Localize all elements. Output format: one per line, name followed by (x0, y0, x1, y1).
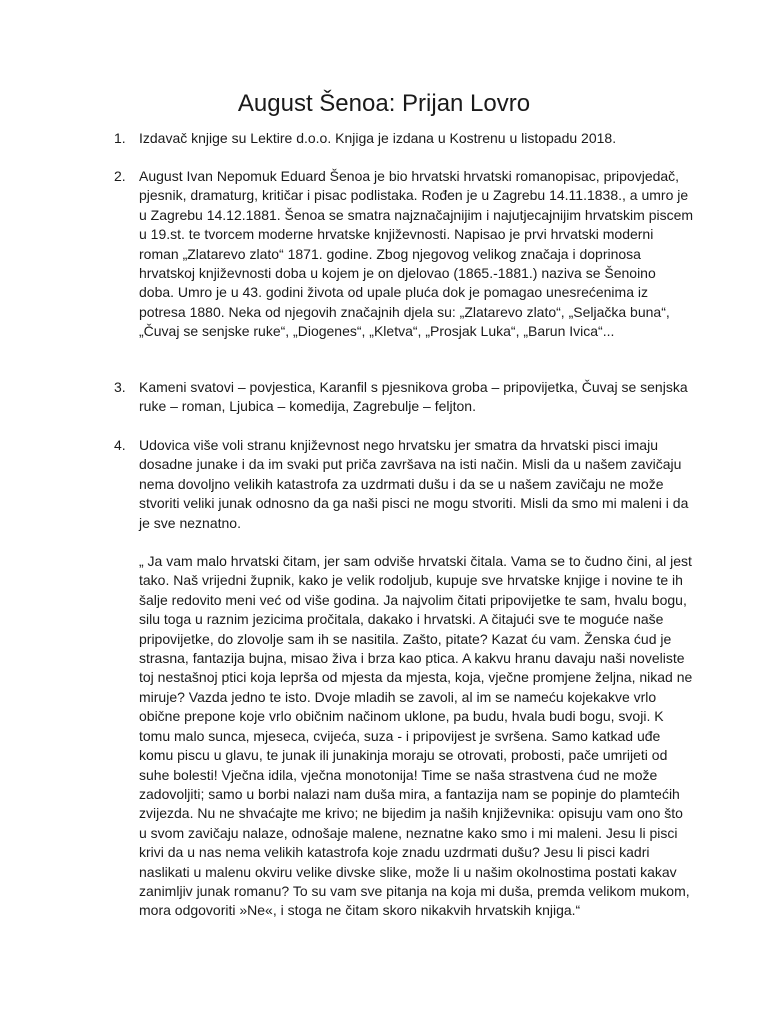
list-item-text: Izdavač knjige su Lektire d.o.o. Knjiga je izdana u Kostrenu u listopadu 2018. (139, 130, 617, 146)
list-item (114, 436, 694, 921)
list-item-text: Kameni svatovi – povjestica, Karanfil s pjesnikova groba – pripovijetka, Čuvaj se senjska ruke – roman, Ljubica – komedija, Zagrebulje – feljton. (139, 379, 688, 415)
quoted-passage: „ Ja vam malo hrvatski čitam, jer sam odviše hrvatski čitala. Vama se to čudno čini, al jest tako. Naš vrijedni župnik, kako je velik rodoljub, kupuje sve hrvatske knjige i novine te ih šalje redovito meni već od više godina. Ja najvolim čitati pripovijetke te sam, hvalu bogu, silu toga u raznim jezicima pročitala, dakako i hrvatski. A čitajući sve te moguće naše pripovijetke, do zlovolje sam ih se nasitila. Zašto, pitate? Kazat ću vam. Ženska ćud je strasna, fantazija bujna, misao živa i brza kao ptica. A kakvu hranu davaju naši noveliste toj nestašnoj ptici koja leprša od mjesta da mjesta, koja, vječne promjene željna, nikad ne miruje? Vazda jedno te isto. Dvoje mladih se zavoli, al im se nameću kojekakve vrlo obične prepone koje vrlo običnim načinom uklone, pa budu, hvala budi bogu, svoji. K tomu malo sunca, mjeseca, cvijeća, suza - i pripovijest je svršena. Samo katkad uđe komu piscu u glavu, te junak ili junakinja moraju se otrovati, probosti, pače umrijeti od suhe bolesti! Vječna idila, vječna monotonija! Time se naša strastvena ćud ne može zadovoljiti; samo u borbi nalazi nam duša mira, a fantazija nam se popinje do plamtećih zvijezda. Nu ne shvaćajte me krivo; ne bijedim ja naših književnika: opisuju vam ono što u svom zavičaju nalaze, odnošaje malene, neznatne kako smo i mi maleni. Jesu li pisci krivi da u nas nema velikih katastrofa koje znadu uzdrmati dušu? Jesu li pisci kadri naslikati u malenu okviru velike divske slike, može li u našim okolnostima postati kakav zanimljiv junak romanu? To su vam sve pitanja na koja mi duša, premda velikom mukom, mora odgovoriti »Ne«, i stoga ne čitam skoro nikakvih hrvatskih knjiga.“ (139, 553, 693, 919)
list-item (114, 167, 694, 342)
list-item-text: Udovica više voli stranu književnost nego hrvatsku jer smatra da hrvatski pisci imaju dosadne junake i da im svaki put priča završava na isti način. Misli da u našem zavičaju nema dovoljno velikih katastrofa za uzdrmati dušu i da se u našem zavičaju ne može stvoriti veliki junak odnosno da ga naši pisci ne mogu stvoriti. Misli da smo mi maleni i da je sve neznatno. (139, 437, 689, 531)
list-number: 3. (114, 379, 126, 395)
list-number: 4. (114, 437, 126, 453)
list-item (114, 378, 694, 417)
document-title: August Šenoa: Prijan Lovro (237, 90, 531, 117)
list-item (114, 129, 694, 148)
list-number: 1. (114, 130, 126, 146)
list-item-text: August Ivan Nepomuk Eduard Šenoa je bio hrvatski hrvatski romanopisac, pripovjedač, pjesnik, dramaturg, kritičar i pisac podlistaka. Rođen je u Zagrebu 14.11.1838., a umro je u Zagrebu 14.12.1881. Šenoa se smatra najznačajnijim i najutjecajnijim hrvatskim piscem u 19.st. te tvorcem moderne hrvatske književnosti. Napisao je prvi hrvatski moderni roman „Zlatarevo zlato“ 1871. godine. Zbog njegovog velikog značaja i doprinosa hrvatskoj književnosti doba u kojem je on djelovao (1865.-1881.) naziva se Šenoino doba. Umro je u 43. godini života od upale pluća dok je pomagao unesrećenima iz potresa 1880. Neka od njegovih značajnih djela su: „Zlatarevo zlato“, „Seljačka buna“, „Čuvaj se senjske ruke“, „Diogenes“, „Kletva“, „Prosjak Luka“, „Barun Ivica“... (139, 168, 694, 340)
list-number: 2. (114, 168, 126, 184)
